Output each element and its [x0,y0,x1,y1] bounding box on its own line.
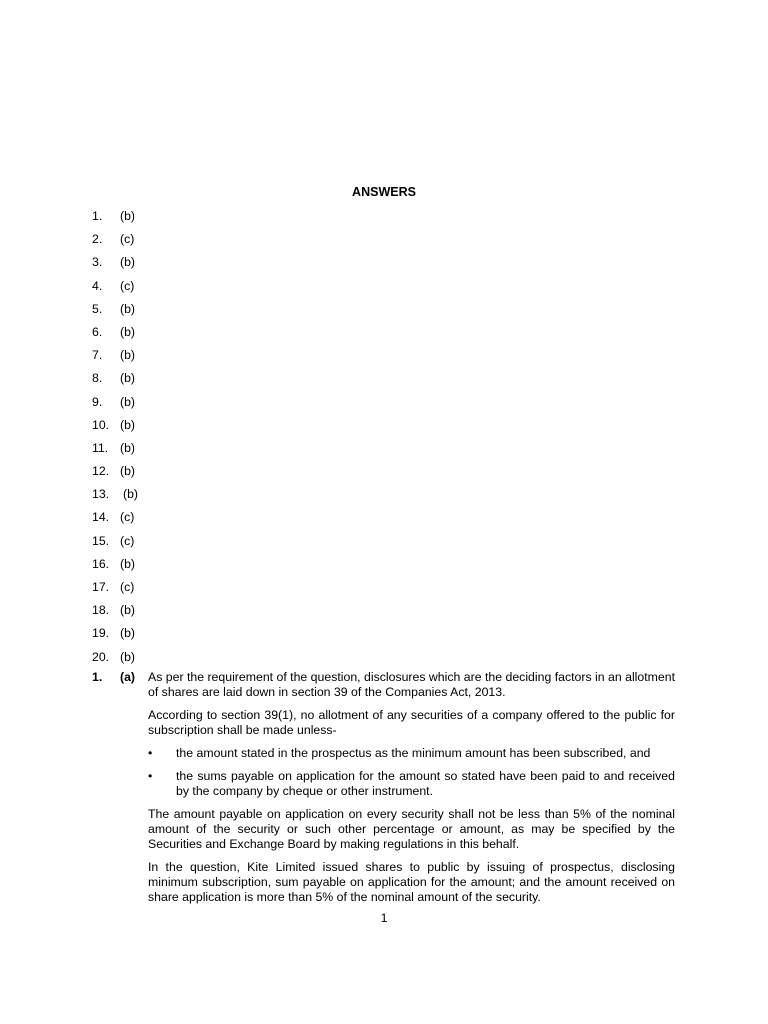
answer-paragraph: As per the requirement of the question, disclosures which are the deciding factors in an allotment of shares are laid down in section 39 of the Companies Act, 2013. [148,670,676,699]
item-answer: (b) [120,464,136,479]
item-answer: (b) [120,649,136,664]
item-answer: (b) [120,348,136,363]
item-answer: (c) [120,232,135,247]
item-answer: (b) [120,371,136,386]
item-number: 9. [92,394,103,409]
item-number: 19. [92,626,110,641]
item-answer: (b) [120,324,136,339]
item-answer: (b) [120,255,136,270]
list-item [92,487,292,510]
item-number: 8. [92,371,103,386]
bullet-text: the sums payable on application for the amount so stated have been paid to and received by the company by cheque or other instrument. [176,769,675,798]
page-title: ANSWERS [352,185,416,199]
list-item [92,534,292,557]
item-answer: (c) [120,278,135,293]
list-item [92,441,292,464]
item-answer: (b) [120,417,136,432]
item-number: 15. [92,533,110,548]
item-answer: (b) [120,209,136,223]
question-number: 1. [92,670,103,684]
bullet-item [148,746,675,761]
item-number: 4. [92,278,103,293]
list-item [92,580,292,603]
item-number: 10. [92,417,110,432]
item-answer: (b) [120,394,136,409]
list-item [92,302,292,325]
list-item [92,395,292,418]
list-item [92,371,292,394]
item-number: 7. [92,348,103,363]
answer-paragraph: According to section 39(1), no allotment of any securities of a company offered to the public for subscription shall be made unless- [148,708,675,737]
item-number: 2. [92,232,103,247]
item-answer: (b) [123,487,139,502]
list-item [92,603,292,626]
item-number: 18. [92,603,110,618]
answer-paragraph: In the question, Kite Limited issued shares to public by issuing of prospectus, disclosing minimum subscription, sum payable on application for the amount; and the amount received on share application is more than 5% of the nominal amount of the security. [148,860,675,904]
answer-paragraph: The amount payable on application on every security shall not be less than 5% of the nominal amount of the security or such other percentage or amount, as may be specified by the Securities and Exchange Board by making regulations in this behalf. [148,807,675,851]
question-part: (a) [120,670,136,684]
list-item [92,232,292,255]
item-number: 1. [92,209,103,223]
list-item [92,348,292,371]
item-number: 12. [92,464,110,479]
bullet-icon: • [148,746,153,760]
item-number: 17. [92,580,110,594]
item-answer: (b) [120,556,136,571]
item-number: 5. [92,301,103,316]
bullet-item [148,769,675,799]
page-number: 1 [380,911,388,925]
list-item [92,464,292,487]
list-item [92,418,292,441]
item-number: 3. [92,255,103,270]
item-answer: (b) [120,603,136,618]
item-answer: (c) [120,580,135,594]
item-number: 20. [92,649,110,664]
item-answer: (b) [120,301,136,316]
bullet-icon: • [148,769,153,783]
item-number: 11. [92,440,109,455]
item-number: 6. [92,324,103,339]
item-answer: (c) [120,533,135,548]
list-item [92,209,292,232]
item-number: 16. [92,556,110,571]
list-item [92,626,292,649]
item-number: 13. [92,487,110,502]
list-item [92,255,292,278]
list-item [92,510,292,533]
mcq-answer-list [92,209,292,673]
item-answer: (b) [120,440,136,455]
item-answer: (c) [120,510,135,525]
answer-body [148,670,675,913]
list-item [92,325,292,348]
item-number: 14. [92,510,110,525]
bullet-text: the amount stated in the prospectus as the minimum amount has been subscribed, and [176,746,651,760]
item-answer: (b) [120,626,136,641]
list-item [92,557,292,580]
list-item [92,279,292,302]
